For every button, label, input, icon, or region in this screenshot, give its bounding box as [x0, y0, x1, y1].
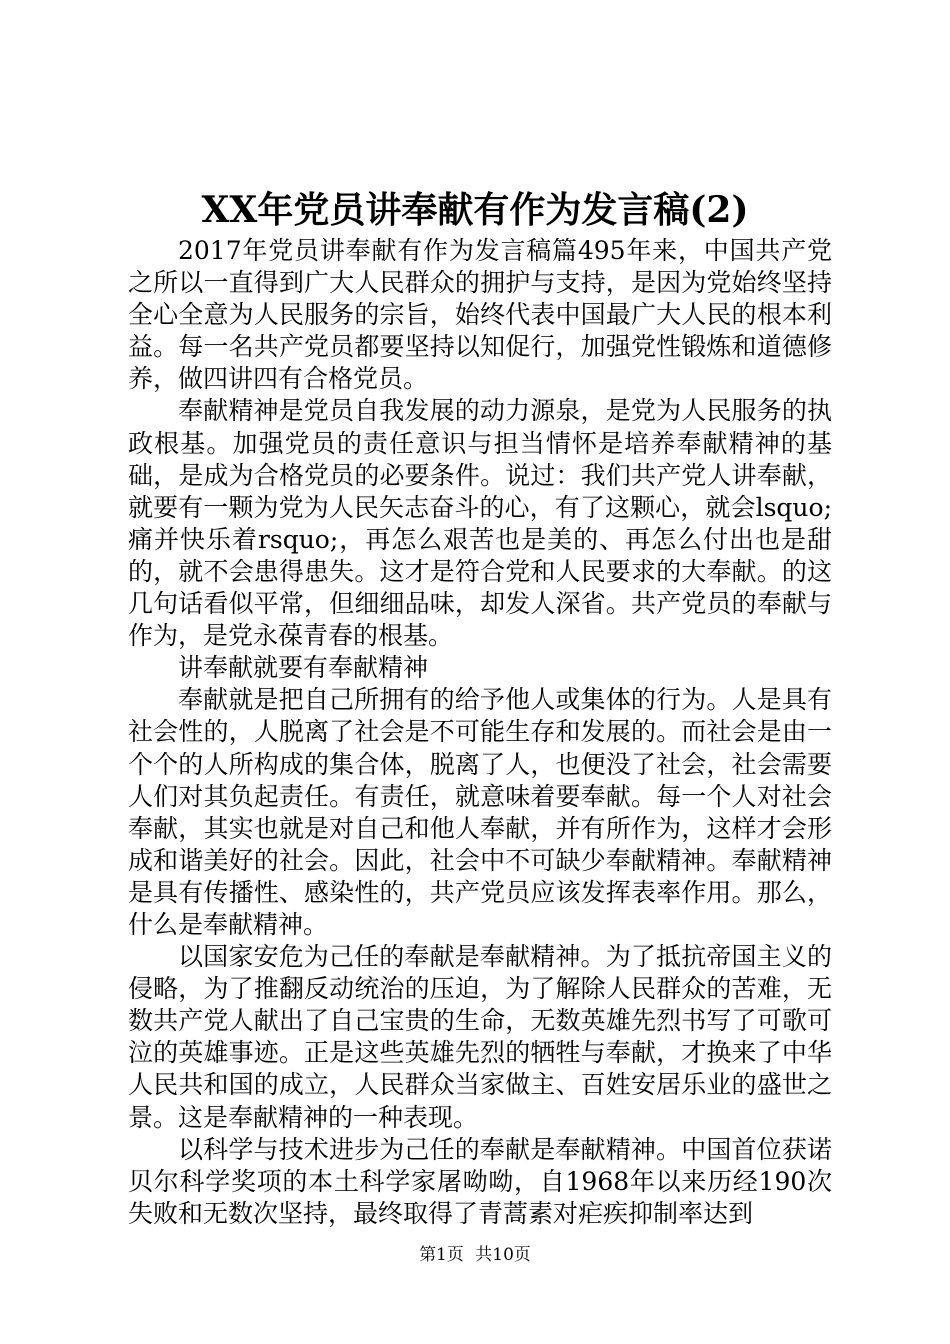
document-title: XX年党员讲奉献有作为发言稿(2): [201, 189, 749, 231]
document-body: [128, 235, 832, 1230]
paragraph-4: 以国家安危为己任的奉献是奉献精神。为了抵抗帝国主义的侵略，为了推翻反动统治的压迫，为了解除人民群众的苦难，无数共产党人献出了自己宝贵的生命，无数英雄先烈书写了可歌可泣的英雄事迹。正是这些英雄先烈的牺牲与奉献，才换来了中华人民共和国的成立，人民群众当家做主、百姓安居乐业的盛世之景。这是奉献精神的一种表现。: [128, 942, 832, 1132]
page-footer: [0, 1244, 950, 1266]
paragraph-5: 以科学与技术进步为己任的奉献是奉献精神。中国首位获诺贝尔科学奖项的本土科学家屠呦呦，自1968年以来历经190次失败和无数次坚持，最终取得了青蒿素对疟疾抑制率达到: [128, 1134, 832, 1228]
page-total: 共10页: [475, 1245, 531, 1265]
paragraph-3: 奉献就是把自己所拥有的给予他人或集体的行为。人是具有社会性的，人脱离了社会是不可能生存和发展的。而社会是由一个个的人所构成的集合体，脱离了人，也便没了社会，社会需要人们对其负起责任。有责任，就意味着要奉献。每一个人对社会奉献，其实也就是对自己和他人奉献，并有所作为，这样才会形成和谐美好的社会。因此，社会中不可缺少奉献精神。奉献精神是具有传播性、感染性的，共产党员应该发挥表率作用。那么，什么是奉献精神。: [128, 685, 832, 939]
paragraph-1: 2017年党员讲奉献有作为发言稿篇495年来，中国共产党之所以一直得到广大人民群众的拥护与支持，是因为党始终坚持全心全意为人民服务的宗旨，始终代表中国最广大人民的根本利益。每一名共产党员都要坚持以知促行，加强党性锻炼和道德修养，做四讲四有合格党员。: [128, 236, 832, 394]
section-heading: 讲奉献就要有奉献精神: [178, 653, 429, 683]
page-number: 第1页: [419, 1245, 464, 1265]
paragraph-2: 奉献精神是党员自我发展的动力源泉，是党为人民服务的执政根基。加强党员的责任意识与担当情怀是培养奉献精神的基础，是成为合格党员的必要条件。说过：我们共产党人讲奉献，就要有一颗为党为人民矢志奋斗的心，有了这颗心，就会lsquo;痛并快乐着rsquo;，再怎么艰苦也是美的、再怎么付出也是甜的，就不会患得患失。这才是符合党和人民要求的大奉献。的这几句话看似平常，但细细品味，却发人深省。共产党员的奉献与作为，是党永葆青春的根基。: [128, 396, 832, 651]
